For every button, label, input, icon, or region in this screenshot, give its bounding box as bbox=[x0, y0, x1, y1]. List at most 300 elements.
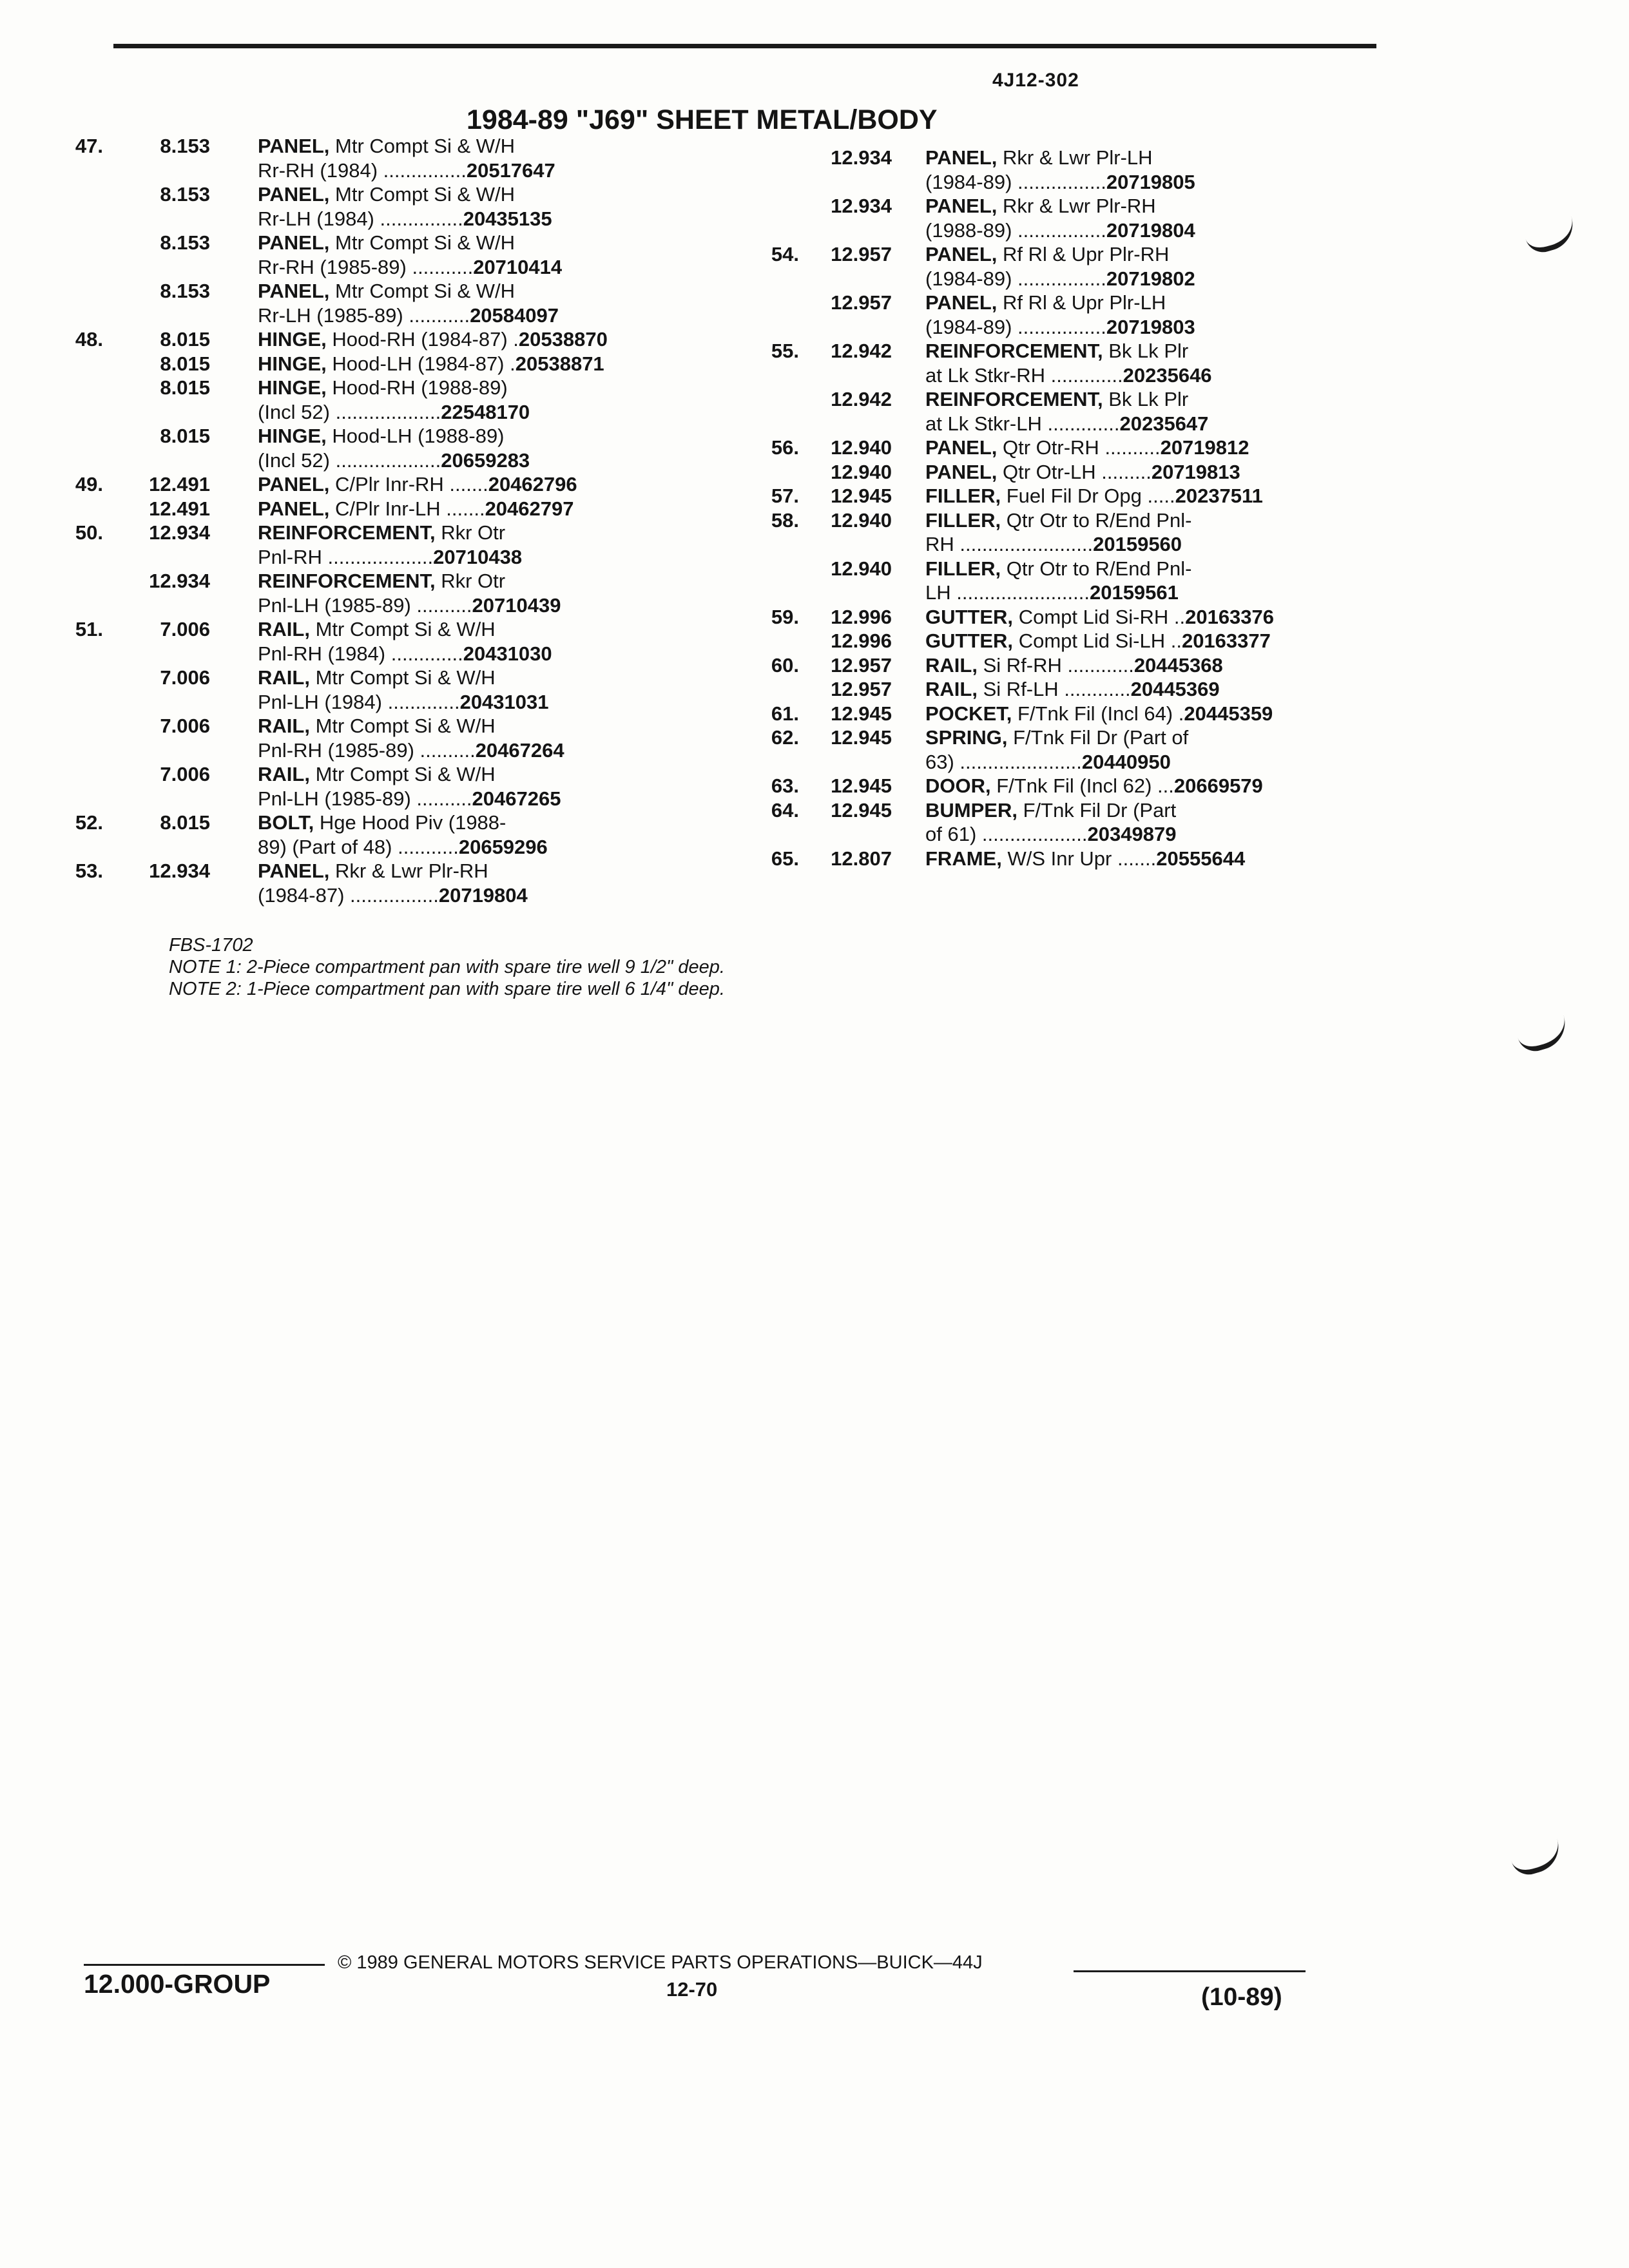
part-name: HINGE, bbox=[258, 376, 327, 399]
dot-leader: ................... bbox=[329, 400, 441, 423]
part-entry bbox=[760, 436, 1405, 460]
dot-leader: ............ bbox=[1058, 678, 1131, 700]
part-description bbox=[258, 327, 697, 352]
part-entry bbox=[760, 460, 1405, 485]
part-number: 20445368 bbox=[1133, 653, 1223, 677]
part-entry bbox=[53, 182, 697, 231]
part-detail-continued: Rr-RH (1984) bbox=[258, 159, 378, 182]
part-name: PANEL, bbox=[258, 497, 330, 520]
part-detail: F/Tnk Fil Dr (Part bbox=[1023, 798, 1177, 822]
part-number: 20538871 bbox=[515, 352, 604, 375]
part-entry bbox=[760, 629, 1405, 653]
part-entry bbox=[53, 376, 697, 424]
part-detail: F/Tnk Fil (Incl 64) bbox=[1017, 702, 1173, 725]
part-detail-continued: 63) bbox=[925, 750, 954, 773]
part-detail: Qtr Otr-LH bbox=[1003, 460, 1096, 483]
group-number: 12.940 bbox=[831, 557, 892, 580]
description-line bbox=[925, 822, 1405, 847]
description-line bbox=[925, 218, 1405, 243]
part-detail-continued: Pnl-RH (1984) bbox=[258, 642, 386, 665]
description-line bbox=[925, 605, 1405, 629]
description-line bbox=[925, 629, 1405, 653]
part-description bbox=[925, 629, 1405, 653]
group-number: 12.942 bbox=[831, 340, 892, 362]
part-detail: Qtr Otr to R/End Pnl- bbox=[1006, 557, 1192, 580]
description-line bbox=[258, 835, 697, 860]
part-entry bbox=[760, 508, 1405, 557]
part-detail: Mtr Compt Si & W/H bbox=[335, 135, 516, 157]
description-line bbox=[258, 231, 697, 255]
footer-group-label: 12.000-GROUP bbox=[84, 1969, 271, 1999]
footer-revision-date: (10-89) bbox=[1201, 1983, 1282, 2011]
description-line bbox=[925, 387, 1405, 412]
part-detail: W/S Inr Upr bbox=[1007, 847, 1112, 870]
part-number: 20719803 bbox=[1106, 315, 1195, 338]
description-line bbox=[925, 798, 1405, 823]
part-description bbox=[258, 472, 697, 497]
description-line bbox=[258, 787, 697, 811]
description-line bbox=[258, 593, 697, 618]
part-number: 20237511 bbox=[1175, 485, 1263, 507]
group-number: 7.006 bbox=[160, 666, 210, 689]
part-description bbox=[258, 352, 697, 376]
description-line bbox=[925, 677, 1405, 702]
leader-and-part-number bbox=[374, 207, 552, 230]
part-number: 20719802 bbox=[1106, 267, 1195, 290]
leader-and-part-number bbox=[1012, 219, 1195, 242]
leader-and-part-number bbox=[1099, 436, 1249, 459]
figure-reference: FBS-1702 bbox=[169, 935, 253, 956]
dot-leader: ........................ bbox=[954, 533, 1094, 555]
part-detail: Si Rf-LH bbox=[983, 678, 1059, 700]
part-number: 20719813 bbox=[1151, 460, 1240, 483]
part-detail: Compt Lid Si-LH bbox=[1018, 629, 1166, 652]
part-name: FILLER, bbox=[925, 557, 1001, 580]
description-line bbox=[258, 303, 697, 328]
description-line bbox=[258, 690, 697, 715]
part-number: 20659283 bbox=[441, 448, 530, 472]
description-line bbox=[925, 146, 1405, 170]
description-line bbox=[258, 352, 697, 376]
part-entry bbox=[53, 472, 697, 497]
part-entry bbox=[760, 387, 1405, 436]
part-number: 20163377 bbox=[1181, 629, 1271, 652]
part-number: 20719805 bbox=[1106, 170, 1195, 193]
item-number: 48. bbox=[75, 328, 103, 351]
group-number: 8.015 bbox=[160, 425, 210, 447]
part-description bbox=[925, 339, 1405, 387]
notes-block bbox=[169, 934, 725, 1000]
leader-and-part-number bbox=[330, 449, 530, 472]
leader-and-part-number bbox=[1168, 606, 1274, 628]
item-number: 57. bbox=[771, 485, 799, 507]
part-detail: Rkr & Lwr Plr-LH bbox=[1003, 146, 1153, 169]
part-name: RAIL, bbox=[258, 715, 310, 737]
part-detail-continued: (1988-89) bbox=[925, 218, 1012, 242]
group-number: 12.934 bbox=[149, 521, 210, 544]
dot-leader: ................ bbox=[1012, 170, 1106, 193]
footer-rule-left bbox=[84, 1964, 325, 1966]
description-line bbox=[925, 847, 1405, 871]
description-line bbox=[258, 569, 697, 593]
item-number: 60. bbox=[771, 653, 799, 677]
group-number: 12.945 bbox=[831, 485, 892, 507]
part-entry bbox=[760, 557, 1405, 605]
part-detail: Rf Rl & Upr Plr-LH bbox=[1003, 291, 1166, 314]
part-number: 20440950 bbox=[1081, 750, 1171, 773]
part-description bbox=[258, 811, 697, 859]
part-number: 20349879 bbox=[1087, 823, 1177, 845]
item-number: 63. bbox=[771, 774, 799, 797]
part-detail: Si Rf-RH bbox=[983, 653, 1062, 677]
part-entry bbox=[53, 231, 697, 279]
part-description bbox=[925, 194, 1405, 242]
item-number: 65. bbox=[771, 847, 799, 870]
part-entry bbox=[53, 134, 697, 182]
part-entry bbox=[53, 617, 697, 666]
dot-leader: ....... bbox=[440, 497, 485, 520]
item-number: 64. bbox=[771, 798, 799, 822]
part-entry bbox=[760, 847, 1405, 871]
part-entry bbox=[53, 327, 697, 352]
leader-and-part-number bbox=[1152, 774, 1262, 797]
item-number: 54. bbox=[771, 243, 799, 265]
leader-and-part-number bbox=[1173, 702, 1273, 725]
part-detail: Mtr Compt Si & W/H bbox=[315, 666, 496, 689]
part-description bbox=[258, 497, 697, 521]
part-number: 20710439 bbox=[472, 593, 561, 617]
part-number: 20431031 bbox=[459, 690, 549, 713]
part-detail: Rkr & Lwr Plr-RH bbox=[335, 860, 488, 882]
dot-leader: . bbox=[504, 352, 516, 375]
part-name: HINGE, bbox=[258, 352, 327, 375]
part-number: 20235646 bbox=[1123, 363, 1212, 387]
part-name: PANEL, bbox=[258, 280, 330, 302]
dot-leader: ............... bbox=[374, 207, 463, 230]
part-name: PANEL, bbox=[925, 243, 998, 265]
part-entry bbox=[760, 484, 1405, 508]
group-number: 12.940 bbox=[831, 460, 892, 483]
description-line bbox=[258, 859, 697, 883]
part-description bbox=[258, 376, 697, 424]
part-number: 20517647 bbox=[466, 159, 555, 182]
part-name: PANEL, bbox=[258, 860, 330, 882]
dot-leader: .......... bbox=[410, 787, 472, 810]
leader-and-part-number bbox=[444, 473, 577, 495]
part-description bbox=[258, 762, 697, 811]
part-entry bbox=[760, 726, 1405, 774]
group-number: 8.015 bbox=[160, 328, 210, 351]
part-detail: Hood-LH (1984-87) bbox=[332, 352, 505, 375]
leader-and-part-number bbox=[954, 751, 1171, 773]
leader-and-part-number bbox=[1012, 267, 1195, 290]
group-number: 12.945 bbox=[831, 774, 892, 797]
part-detail-continued: RH bbox=[925, 533, 954, 555]
group-number: 12.957 bbox=[831, 653, 892, 677]
part-number: 20462796 bbox=[488, 473, 577, 495]
part-number: 22548170 bbox=[441, 400, 530, 423]
group-number: 12.491 bbox=[149, 473, 210, 495]
description-line bbox=[258, 207, 697, 231]
dot-leader: . bbox=[507, 328, 519, 351]
description-line bbox=[258, 424, 697, 448]
part-description bbox=[925, 702, 1405, 726]
description-line bbox=[925, 702, 1405, 726]
part-entry bbox=[53, 811, 697, 859]
part-number: 20659296 bbox=[458, 835, 548, 858]
group-number: 12.945 bbox=[831, 798, 892, 822]
part-description bbox=[925, 242, 1405, 291]
dot-leader: .......... bbox=[1099, 436, 1161, 459]
dot-leader: ........... bbox=[392, 835, 459, 858]
item-number: 49. bbox=[75, 473, 103, 495]
description-line bbox=[925, 339, 1405, 363]
part-description bbox=[258, 279, 697, 327]
leader-and-part-number bbox=[392, 836, 547, 858]
part-detail-continued: Rr-LH (1984) bbox=[258, 207, 374, 230]
part-description bbox=[925, 677, 1405, 702]
note-2: NOTE 2: 1-Piece compartment pan with spare tire well 6 1/4" deep. bbox=[169, 979, 725, 999]
dot-leader: .......... bbox=[410, 593, 472, 617]
part-number: 20159561 bbox=[1089, 581, 1179, 604]
description-line bbox=[258, 376, 697, 400]
part-detail-continued: (1984-87) bbox=[258, 883, 345, 907]
leader-and-part-number bbox=[976, 823, 1176, 845]
leader-and-part-number bbox=[322, 546, 522, 568]
dot-leader: .......... bbox=[414, 738, 476, 762]
leader-and-part-number bbox=[382, 691, 549, 713]
part-detail: C/Plr Inr-LH bbox=[335, 497, 441, 520]
item-number: 53. bbox=[75, 860, 103, 882]
leader-and-part-number bbox=[411, 594, 561, 617]
group-number: 12.945 bbox=[831, 702, 892, 725]
group-number: 8.015 bbox=[160, 811, 210, 834]
item-number: 61. bbox=[771, 702, 799, 725]
description-line bbox=[925, 436, 1405, 460]
part-description bbox=[258, 569, 697, 617]
leader-and-part-number bbox=[1142, 485, 1263, 507]
part-entry bbox=[53, 714, 697, 762]
part-detail-continued: LH bbox=[925, 581, 951, 604]
part-description bbox=[925, 726, 1405, 774]
part-entry bbox=[760, 242, 1405, 291]
leader-and-part-number bbox=[344, 884, 527, 907]
group-number: 8.015 bbox=[160, 352, 210, 375]
part-detail-continued: Pnl-LH (1985-89) bbox=[258, 787, 411, 810]
part-detail: Bk Lk Plr bbox=[1108, 388, 1189, 410]
part-description bbox=[925, 508, 1405, 557]
item-number: 58. bbox=[771, 508, 799, 532]
part-name: DOOR, bbox=[925, 774, 991, 797]
part-detail-continued: Pnl-RH (1985-89) bbox=[258, 738, 414, 762]
part-detail: Qtr Otr-RH bbox=[1003, 436, 1099, 459]
part-detail: Mtr Compt Si & W/H bbox=[315, 618, 496, 640]
item-number: 62. bbox=[771, 726, 799, 749]
part-description bbox=[925, 847, 1405, 871]
item-number: 52. bbox=[75, 811, 103, 834]
leader-and-part-number bbox=[951, 581, 1179, 604]
part-description bbox=[258, 182, 697, 231]
description-line bbox=[925, 363, 1405, 388]
description-line bbox=[925, 194, 1405, 218]
item-number: 59. bbox=[771, 605, 799, 628]
part-name: RAIL, bbox=[258, 666, 310, 689]
leader-and-part-number bbox=[1165, 629, 1271, 652]
part-name: SPRING, bbox=[925, 726, 1008, 749]
leader-and-part-number bbox=[378, 159, 555, 182]
part-number: 20435135 bbox=[463, 207, 552, 230]
leader-and-part-number bbox=[1012, 316, 1195, 338]
group-number: 12.491 bbox=[149, 497, 210, 520]
part-description bbox=[925, 146, 1405, 194]
part-name: RAIL, bbox=[925, 678, 978, 700]
description-line bbox=[925, 291, 1405, 315]
part-detail-continued: Pnl-LH (1984) bbox=[258, 690, 382, 713]
part-detail: Hood-RH (1988-89) bbox=[332, 376, 508, 399]
leader-and-part-number bbox=[1062, 654, 1223, 677]
part-name: GUTTER, bbox=[925, 605, 1014, 628]
part-entry bbox=[760, 194, 1405, 242]
group-number: 12.940 bbox=[831, 508, 892, 532]
part-number: 20431030 bbox=[463, 642, 552, 665]
part-name: GUTTER, bbox=[925, 629, 1014, 652]
part-name: REINFORCEMENT, bbox=[925, 388, 1103, 410]
note-1: NOTE 1: 2-Piece compartment pan with spare tire well 9 1/2" deep. bbox=[169, 957, 725, 977]
group-number: 8.153 bbox=[160, 231, 210, 254]
part-description bbox=[258, 859, 697, 907]
description-line bbox=[258, 255, 697, 280]
part-description bbox=[925, 798, 1405, 847]
part-detail-continued: at Lk Stkr-RH bbox=[925, 363, 1046, 387]
part-entry bbox=[760, 605, 1405, 629]
part-detail: Qtr Otr to R/End Pnl- bbox=[1006, 508, 1192, 532]
page-code: 4J12-302 bbox=[992, 70, 1079, 91]
part-detail: Mtr Compt Si & W/H bbox=[335, 183, 516, 206]
dot-leader: ............. bbox=[1045, 363, 1123, 387]
part-description bbox=[925, 653, 1405, 678]
part-description bbox=[258, 617, 697, 666]
part-detail: F/Tnk Fil (Incl 62) bbox=[996, 774, 1152, 797]
leader-and-part-number bbox=[1059, 678, 1220, 700]
parts-list-left-column bbox=[53, 134, 697, 907]
part-description bbox=[925, 291, 1405, 339]
item-number: 47. bbox=[75, 135, 103, 157]
part-detail: Bk Lk Plr bbox=[1108, 340, 1189, 362]
part-name: BOLT, bbox=[258, 811, 314, 834]
description-line bbox=[258, 642, 697, 666]
description-line bbox=[925, 653, 1405, 678]
footer-copyright: © 1989 GENERAL MOTORS SERVICE PARTS OPERATIONS—BUICK—44J bbox=[338, 1952, 983, 1973]
part-detail-continued: (1984-89) bbox=[925, 267, 1012, 290]
group-number: 7.006 bbox=[160, 715, 210, 737]
binder-mark bbox=[1523, 216, 1579, 256]
part-name: REINFORCEMENT, bbox=[258, 570, 436, 592]
dot-leader: ................... bbox=[322, 545, 434, 568]
binder-mark bbox=[1516, 1015, 1572, 1055]
part-number: 20584097 bbox=[470, 303, 559, 327]
leader-and-part-number bbox=[330, 401, 530, 423]
group-number: 8.015 bbox=[160, 376, 210, 399]
part-detail: Mtr Compt Si & W/H bbox=[335, 231, 516, 254]
part-name: PANEL, bbox=[925, 291, 998, 314]
part-detail: Mtr Compt Si & W/H bbox=[315, 763, 496, 785]
group-number: 12.996 bbox=[831, 629, 892, 652]
description-line bbox=[925, 726, 1405, 750]
part-description bbox=[258, 134, 697, 182]
group-number: 12.957 bbox=[831, 243, 892, 265]
part-detail: Mtr Compt Si & W/H bbox=[335, 280, 516, 302]
dot-leader: ........... bbox=[406, 255, 474, 278]
leader-and-part-number bbox=[411, 787, 561, 810]
description-line bbox=[258, 762, 697, 787]
description-line bbox=[258, 617, 697, 642]
description-line bbox=[258, 545, 697, 570]
group-number: 12.940 bbox=[831, 436, 892, 459]
part-description bbox=[925, 557, 1405, 605]
part-detail-continued: Rr-LH (1985-89) bbox=[258, 303, 403, 327]
description-line bbox=[258, 279, 697, 303]
part-number: 20719804 bbox=[1106, 218, 1195, 242]
description-line bbox=[925, 315, 1405, 340]
part-number: 20669579 bbox=[1173, 774, 1263, 797]
dot-leader: ............. bbox=[381, 690, 460, 713]
part-number: 20555644 bbox=[1156, 847, 1246, 870]
part-number: 20163376 bbox=[1185, 605, 1275, 628]
part-name: REINFORCEMENT, bbox=[258, 521, 436, 544]
part-name: RAIL, bbox=[925, 653, 978, 677]
description-line bbox=[925, 412, 1405, 436]
dot-leader: ........... bbox=[403, 303, 470, 327]
description-line bbox=[925, 774, 1405, 798]
group-number: 12.934 bbox=[149, 860, 210, 882]
footer-rule-right bbox=[1074, 1970, 1306, 1972]
part-description bbox=[258, 231, 697, 279]
leader-and-part-number bbox=[407, 256, 562, 278]
part-entry bbox=[760, 774, 1405, 798]
binder-mark bbox=[1509, 1839, 1565, 1879]
group-number: 12.934 bbox=[149, 570, 210, 592]
description-line bbox=[258, 400, 697, 425]
part-detail-continued: at Lk Stkr-LH bbox=[925, 412, 1042, 435]
part-detail: Rkr Otr bbox=[441, 570, 506, 592]
part-number: 20710414 bbox=[473, 255, 563, 278]
part-detail-continued: Rr-RH (1985-89) bbox=[258, 255, 407, 278]
part-number: 20719812 bbox=[1160, 436, 1249, 459]
part-detail: Hood-RH (1984-87) bbox=[332, 328, 508, 351]
description-line bbox=[925, 581, 1405, 605]
part-entry bbox=[53, 859, 697, 907]
part-number: 20462797 bbox=[485, 497, 574, 520]
description-line bbox=[258, 883, 697, 908]
part-name: HINGE, bbox=[258, 425, 327, 447]
part-description bbox=[925, 774, 1405, 798]
part-detail: Rkr & Lwr Plr-RH bbox=[1003, 195, 1156, 217]
part-detail: Hge Hood Piv (1988- bbox=[319, 811, 506, 834]
part-name: PANEL, bbox=[925, 146, 998, 169]
part-entry bbox=[53, 569, 697, 617]
part-entry bbox=[53, 424, 697, 472]
group-number: 12.942 bbox=[831, 388, 892, 410]
part-entry bbox=[53, 666, 697, 714]
part-detail: F/Tnk Fil Dr (Part of bbox=[1013, 726, 1189, 749]
part-name: PANEL, bbox=[258, 231, 330, 254]
group-number: 7.006 bbox=[160, 763, 210, 785]
group-number: 12.807 bbox=[831, 847, 892, 870]
item-number: 50. bbox=[75, 521, 103, 544]
part-name: REINFORCEMENT, bbox=[925, 340, 1103, 362]
leader-and-part-number bbox=[441, 497, 574, 520]
part-description bbox=[925, 387, 1405, 436]
